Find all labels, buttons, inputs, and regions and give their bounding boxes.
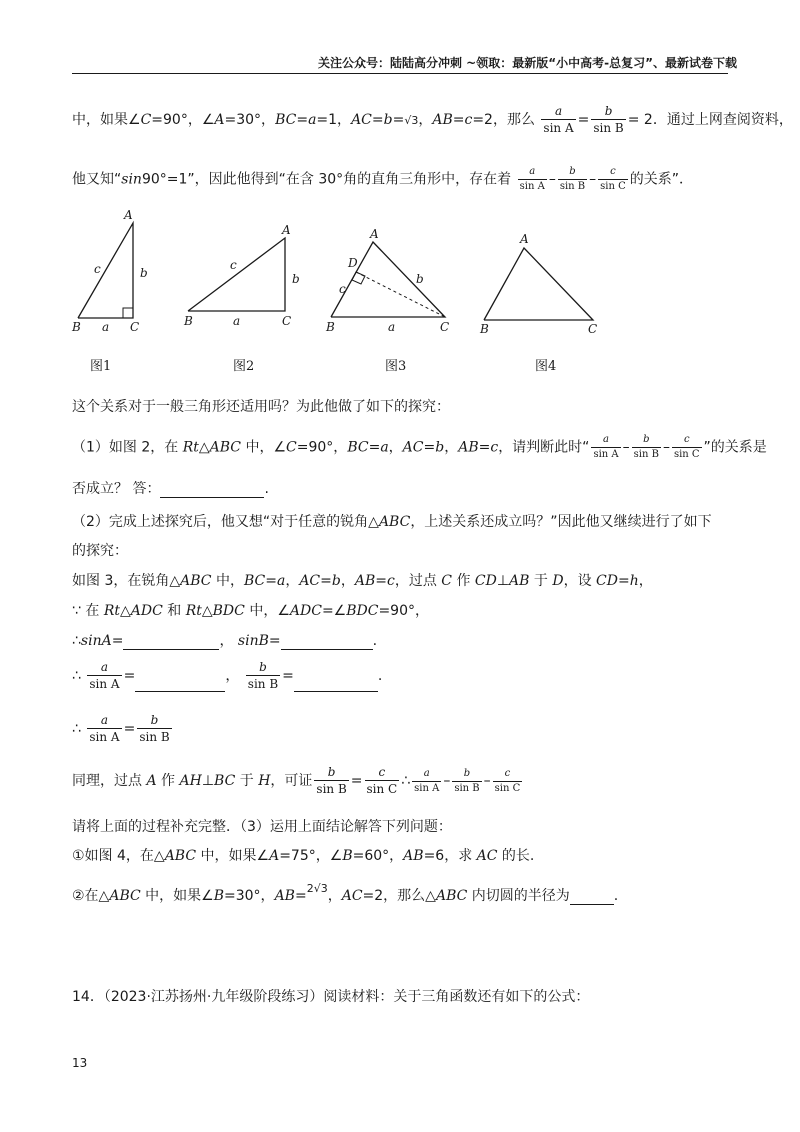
figure-3 — [325, 227, 449, 334]
fig3-label-C: C — [440, 320, 450, 334]
fraction-a-sinA: $\frac{a}{\text{sin A}}$ — [543, 104, 574, 135]
answer-blank-a-over-sinA[interactable] — [135, 677, 225, 692]
fraction-b-sinB: $\frac{b}{\text{sin B}}$ — [593, 104, 624, 135]
fraction-b-sinB: $\frac{b}{\text{sin B}}$ — [633, 434, 659, 460]
fraction-b-sinB: $\frac{b}{\text{sin B}}$ — [139, 713, 170, 744]
answer-blank-b-over-sinB[interactable] — [294, 677, 378, 692]
part-2-line-3: 如图 3，在锐角△ABC 中，BC=a，AC=b，AB=c，过点 C 作 CD⊥AB 于 D，设 CD=h， — [72, 573, 653, 589]
answer-blank-1[interactable] — [160, 483, 264, 498]
line-1: 中，如果∠C=90°，∠A=30°，BC=a=1，AC=b=√3，AB=c=2，那么 $\frac{a}{\text{sin A}}$ = $\frac{b}{\text{sin B}}$ = 2．通过上网查阅资料， — [72, 104, 793, 135]
fig1-label-A: A — [124, 208, 133, 222]
part-2-line-2: 的探究： — [72, 543, 128, 559]
question-text: 这个关系对于一般三角形还适用吗？为此他做了如下的探究： — [72, 399, 450, 415]
fraction-c-sinC: $\frac{c}{\text{sin C}}$ — [673, 434, 700, 460]
similar-line: 同理，过点 A 作 AH⊥BC 于 H，可证 $\frac{b}{\text{sin B}}$ = $\frac{c}{\text{sin C}}$ ∴ $\frac{a}{\text{sin A}}$ – $\frac{b}{\text{sin B}}$ – $\frac{c}{\text{sin C}}$ — [72, 765, 521, 796]
answer-blank-sinA[interactable] — [123, 635, 219, 650]
question-14: 14．（2023·江苏扬州·九年级阶段练习）阅读材料：关于三角函数还有如下的公式： — [72, 989, 590, 1005]
fig1-label-B: B — [72, 320, 81, 334]
fraction-b-sinB: $\frac{b}{\text{sin B}}$ — [559, 166, 586, 192]
fig2-label-A: A — [282, 223, 291, 237]
fraction-c-sinC: $\frac{c}{\text{sin C}}$ — [494, 767, 521, 794]
figure-caption-4: 图4 — [535, 359, 557, 374]
part-2-line-7: ∴ $\frac{a}{\text{sin A}}$ = $\frac{b}{\text{sin B}}$ — [72, 713, 170, 744]
part-1-line-2: 否成立？ 答： . — [72, 481, 269, 497]
figure-4 — [479, 232, 597, 336]
fig3-label-D: D — [348, 256, 358, 270]
fraction-c-sinC: $\frac{c}{\text{sin C}}$ — [600, 166, 626, 192]
fraction-a-sinA: $\frac{a}{\text{sin A}}$ — [89, 660, 120, 691]
fig1-label-a: a — [102, 320, 110, 334]
part-2-line-6: ∴ $\frac{a}{\text{sin A}}$ = ， $\frac{b}{\text{sin B}}$ = . — [72, 660, 383, 691]
fig2-label-c: c — [230, 258, 237, 272]
part-2-line-4: ∵ 在 Rt△ADC 和 Rt△BDC 中，∠ADC=∠BDC=90°， — [72, 603, 429, 619]
fig2-label-a: a — [233, 314, 241, 328]
answer-blank-incircle-radius[interactable] — [570, 890, 614, 905]
header-rule — [72, 73, 728, 74]
fraction-a-sinA: $\frac{a}{\text{sin A}}$ — [593, 434, 619, 460]
fraction-b-sinB: $\frac{b}{\text{sin B}}$ — [454, 767, 480, 794]
fraction-a-sinA: $\frac{a}{\text{sin A}}$ — [89, 713, 120, 744]
figure-caption-3: 图3 — [385, 359, 407, 374]
fig3-label-a: a — [388, 320, 396, 334]
part-2-line-5: ∴sinA= ， sinB= . — [72, 633, 378, 649]
answer-blank-sinB[interactable] — [281, 635, 373, 650]
part-1-line-1: （1）如图 2，在 Rt△ABC 中，∠C=90°，BC=a，AC=b，AB=c，请判断此时“ $\frac{a}{\text{sin A}}$ – $\frac{b}{\text{sin B}}$ – $\frac{c}{\text{sin C}}$ ”的关系是 — [72, 434, 767, 460]
part-3-question-2: ②在△ABC 中，如果∠B=30°，AB=$^{2√3}$，AC=2，那么△ABC 内切圆的半径为 . — [72, 882, 619, 904]
fig2-label-C: C — [282, 314, 292, 328]
part-3-line-1: 请将上面的过程补充完整．（3）运用上面结论解答下列问题： — [72, 819, 452, 835]
fraction-a-sinA: $\frac{a}{\text{sin A}}$ — [519, 166, 545, 192]
fig4-label-C: C — [588, 322, 598, 336]
page-header: 关注公众号：陆陆高分冲刺 ~领取：最新版“小中高考-总复习”、最新试卷下载 — [318, 56, 737, 70]
fig1-label-c: c — [94, 262, 101, 276]
fraction-a-sinA: $\frac{a}{\text{sin A}}$ — [414, 767, 440, 794]
fig3-label-b: b — [416, 272, 424, 286]
fig2-label-b: b — [292, 272, 300, 286]
fig1-label-C: C — [130, 320, 140, 334]
fig1-label-b: b — [140, 266, 148, 280]
line-2: 他又知“sin90°=1”，因此他得到“在含 30°角的直角三角形中，存在着 $\frac{a}{\text{sin A}}$ – $\frac{b}{\text{sin B}}$ – $\frac{c}{\text{sin C}}$ 的关系”． — [72, 166, 693, 192]
fraction-b-sinB: $\frac{b}{\text{sin B}}$ — [247, 660, 279, 691]
figures — [60, 205, 620, 375]
figure-caption-1: 图1 — [90, 359, 112, 374]
fig2-label-B: B — [184, 314, 193, 328]
fig3-label-B: B — [326, 320, 335, 334]
fig3-label-c: c — [339, 282, 346, 296]
fig4-label-A: A — [520, 232, 529, 246]
figure-1 — [71, 208, 148, 334]
fraction-b-sinB: $\frac{b}{\text{sin B}}$ — [316, 765, 347, 796]
fig3-label-A: A — [370, 227, 379, 241]
figure-2 — [183, 223, 300, 328]
part-3-question-1: ①如图 4，在△ABC 中，如果∠A=75°，∠B=60°，AB=6，求 AC 的长. — [72, 848, 535, 864]
part-2-line-1: （2）完成上述探究后，他又想“对于任意的锐角△ABC，上述关系还成立吗？”因此他又继续进行了如下 — [72, 514, 712, 530]
fraction-c-sinC: $\frac{c}{\text{sin C}}$ — [366, 765, 398, 796]
fig4-label-B: B — [480, 322, 489, 336]
page-number: 13 — [72, 1056, 88, 1070]
figure-caption-2: 图2 — [233, 359, 255, 374]
